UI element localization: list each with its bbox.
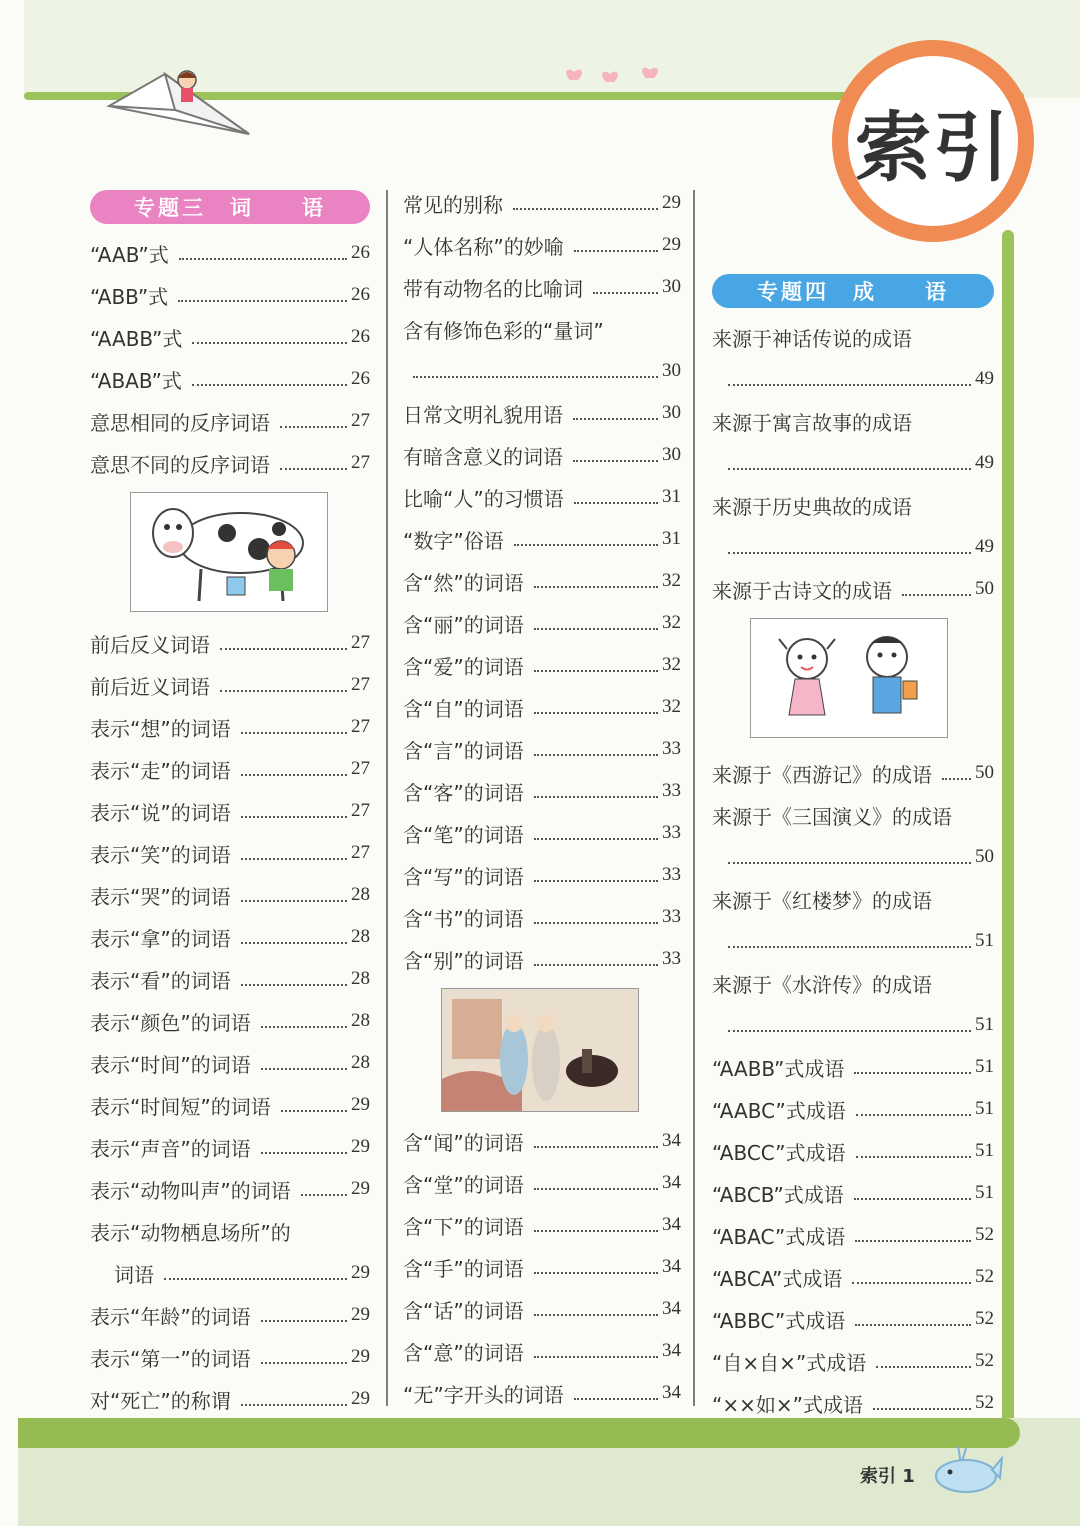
entry-label: 含“手”的词语 <box>403 1256 524 1281</box>
index-entry[interactable] <box>90 664 370 706</box>
leader-dots <box>280 468 347 470</box>
entry-page: 52 <box>975 1308 994 1329</box>
col1-list-b <box>90 622 370 1420</box>
leader-dots <box>261 1362 347 1364</box>
index-entry[interactable] <box>403 560 681 602</box>
section-heading-idioms: 专题四 成 语 <box>712 274 994 308</box>
entry-page: 27 <box>351 800 370 821</box>
entry-label: 表示“颜色”的词语 <box>90 1010 251 1035</box>
entry-page: 52 <box>975 1350 994 1371</box>
entry-page: 31 <box>662 486 681 507</box>
entry-label: 含“闻”的词语 <box>403 1130 524 1155</box>
leader-dots <box>728 468 971 470</box>
leader-dots <box>593 292 658 294</box>
index-entry[interactable] <box>712 568 994 610</box>
entry-label: 表示“年龄”的词语 <box>90 1304 251 1329</box>
leader-dots <box>728 862 971 864</box>
index-entry[interactable] <box>403 1330 681 1372</box>
entry-label: “自×自×”式成语 <box>712 1350 867 1375</box>
entry-label: 含“自”的词语 <box>403 696 524 721</box>
entry-page: 34 <box>662 1130 681 1151</box>
leader-dots <box>573 460 658 462</box>
index-entry[interactable] <box>712 1340 994 1382</box>
index-entry-continued[interactable] <box>403 350 681 392</box>
entry-page: 29 <box>351 1304 370 1325</box>
leader-dots <box>728 384 971 386</box>
entry-label: 常见的别称 <box>403 192 503 217</box>
leader-dots <box>261 1152 347 1154</box>
index-entry[interactable] <box>90 790 370 832</box>
entry-label: 对“死亡”的称谓 <box>90 1388 231 1413</box>
index-entry[interactable] <box>712 1046 994 1088</box>
leader-dots <box>534 754 658 756</box>
entry-page: 33 <box>662 738 681 759</box>
entry-page: 32 <box>662 654 681 675</box>
index-entry[interactable] <box>90 1336 370 1378</box>
index-entry[interactable] <box>90 958 370 1000</box>
entry-page: 27 <box>351 674 370 695</box>
entry-page: 29 <box>351 1136 370 1157</box>
index-entry[interactable] <box>90 400 370 442</box>
entry-label: 含“书”的词语 <box>403 906 524 931</box>
entry-label: 比喻“人”的习惯语 <box>403 486 564 511</box>
entry-page: 33 <box>662 906 681 927</box>
index-entry-wrapped[interactable] <box>712 316 994 358</box>
index-entry[interactable] <box>90 274 370 316</box>
leader-dots <box>281 1110 347 1112</box>
entry-page: 26 <box>351 326 370 347</box>
index-entry[interactable] <box>90 1378 370 1420</box>
index-entry-wrapped[interactable] <box>712 794 994 836</box>
entry-page: 30 <box>662 360 681 381</box>
leader-dots <box>534 838 658 840</box>
two-children-illustration <box>750 618 948 738</box>
entry-page: 33 <box>662 780 681 801</box>
column-3 <box>712 274 994 1424</box>
leader-dots <box>534 712 658 714</box>
leader-dots <box>241 1404 347 1406</box>
index-entry-continued[interactable] <box>712 526 994 568</box>
entry-page: 27 <box>351 758 370 779</box>
entry-page: 34 <box>662 1340 681 1361</box>
entry-page: 52 <box>975 1266 994 1287</box>
leader-dots <box>261 1068 347 1070</box>
entry-page: 51 <box>975 1182 994 1203</box>
entry-label: “人体名称”的妙喻 <box>403 234 564 259</box>
index-entry[interactable] <box>403 182 681 224</box>
index-entry[interactable] <box>403 854 681 896</box>
index-entry[interactable] <box>403 644 681 686</box>
index-entry[interactable] <box>403 602 681 644</box>
entry-page: 27 <box>351 632 370 653</box>
leader-dots <box>728 1030 971 1032</box>
index-entry-wrapped[interactable] <box>712 962 994 1004</box>
heart-decoration-icon <box>560 66 664 86</box>
entry-page: 50 <box>975 762 994 783</box>
entry-label: 表示“第一”的词语 <box>90 1346 251 1371</box>
index-entry[interactable] <box>403 476 681 518</box>
entry-label: 表示“走”的词语 <box>90 758 231 783</box>
leader-dots <box>513 208 658 210</box>
index-entry[interactable] <box>90 1000 370 1042</box>
index-entry-wrapped[interactable] <box>712 878 994 920</box>
index-entry[interactable] <box>90 1126 370 1168</box>
index-entry[interactable] <box>90 874 370 916</box>
index-entry[interactable] <box>403 1162 681 1204</box>
index-entry[interactable] <box>90 832 370 874</box>
entry-label: 来源于神话传说的成语 <box>712 326 912 351</box>
entry-label: 含“言”的词语 <box>403 738 524 763</box>
leader-dots <box>534 880 658 882</box>
index-entry[interactable] <box>403 938 681 980</box>
entry-label: 含“堂”的词语 <box>403 1172 524 1197</box>
entry-page: 29 <box>662 234 681 255</box>
leader-dots <box>534 1272 658 1274</box>
index-entry[interactable] <box>712 1130 994 1172</box>
entry-label: 含“然”的词语 <box>403 570 524 595</box>
entry-label: “ABB”式 <box>90 284 169 309</box>
entry-label: 含“写”的词语 <box>403 864 524 889</box>
index-entry[interactable] <box>712 1088 994 1130</box>
entry-label: “AABB”式 <box>90 326 183 351</box>
index-entry-wrapped[interactable] <box>712 484 994 526</box>
leader-dots <box>873 1408 971 1410</box>
leader-dots <box>261 1026 347 1028</box>
index-entry[interactable] <box>90 706 370 748</box>
entry-page: 34 <box>662 1298 681 1319</box>
entry-label: 含“丽”的词语 <box>403 612 524 637</box>
index-entry-wrapped[interactable] <box>712 400 994 442</box>
entry-page: 29 <box>662 192 681 213</box>
entry-label: 表示“想”的词语 <box>90 716 231 741</box>
entry-label: 含“别”的词语 <box>403 948 524 973</box>
index-entry[interactable] <box>403 728 681 770</box>
entry-page: 27 <box>351 410 370 431</box>
leader-dots <box>574 1398 658 1400</box>
leader-dots <box>728 552 971 554</box>
leader-dots <box>534 1356 658 1358</box>
entry-label: 含有修饰色彩的“量词” <box>403 318 604 343</box>
entry-page: 32 <box>662 570 681 591</box>
leader-dots <box>534 1188 658 1190</box>
entry-label: 带有动物名的比喻词 <box>403 276 583 301</box>
entry-label: 表示“哭”的词语 <box>90 884 231 909</box>
leader-dots <box>534 1146 658 1148</box>
entry-label: 来源于古诗文的成语 <box>712 578 892 603</box>
entry-page: 29 <box>351 1178 370 1199</box>
index-entry-continued[interactable] <box>712 1004 994 1046</box>
entry-page: 30 <box>662 402 681 423</box>
entry-page: 51 <box>975 1098 994 1119</box>
col3-list-a <box>712 316 994 610</box>
entry-page: 49 <box>975 368 994 389</box>
entry-page: 28 <box>351 968 370 989</box>
right-rule <box>1002 230 1014 1440</box>
index-badge <box>832 40 1034 242</box>
ancient-scene-illustration <box>441 988 639 1112</box>
index-entry-continued[interactable] <box>712 442 994 484</box>
leader-dots <box>280 426 347 428</box>
index-entry[interactable] <box>712 1256 994 1298</box>
leader-dots <box>856 1156 972 1158</box>
col1-list-a <box>90 232 370 484</box>
entry-label: “无”字开头的词语 <box>403 1382 564 1407</box>
entry-page: 34 <box>662 1382 681 1403</box>
entry-label: 表示“动物栖息场所”的 <box>90 1220 291 1245</box>
entry-page: 28 <box>351 926 370 947</box>
index-entry[interactable] <box>712 1298 994 1340</box>
index-entry[interactable] <box>403 518 681 560</box>
leader-dots <box>241 858 347 860</box>
entry-label: 表示“动物叫声”的词语 <box>90 1178 291 1203</box>
entry-label: “ABCA”式成语 <box>712 1266 843 1291</box>
entry-label: “ABBC”式成语 <box>712 1308 846 1333</box>
entry-page: 29 <box>351 1262 370 1283</box>
entry-page: 51 <box>975 1056 994 1077</box>
entry-label: 表示“时间短”的词语 <box>90 1094 271 1119</box>
entry-page: 29 <box>351 1346 370 1367</box>
leader-dots <box>856 1114 971 1116</box>
entry-page: 27 <box>351 452 370 473</box>
leader-dots <box>854 1198 971 1200</box>
index-entry[interactable] <box>712 1172 994 1214</box>
leader-dots <box>534 964 658 966</box>
index-entry[interactable] <box>90 622 370 664</box>
leader-dots <box>534 1230 658 1232</box>
leader-dots <box>241 942 347 944</box>
leader-dots <box>192 384 347 386</box>
entry-label: 有暗含意义的词语 <box>403 444 563 469</box>
index-entry-wrapped[interactable] <box>90 1210 370 1252</box>
entry-label: 来源于《水浒传》的成语 <box>712 972 932 997</box>
entry-label: 前后反义词语 <box>90 632 210 657</box>
entry-label: 来源于寓言故事的成语 <box>712 410 912 435</box>
cow-boy-illustration <box>130 492 328 612</box>
index-entry[interactable] <box>403 1120 681 1162</box>
index-entry[interactable] <box>90 442 370 484</box>
paper-plane-girl-icon <box>105 66 253 138</box>
index-entry[interactable] <box>90 1294 370 1336</box>
entry-page: 29 <box>351 1388 370 1409</box>
index-entry[interactable] <box>403 224 681 266</box>
leader-dots <box>220 690 347 692</box>
entry-label: 来源于《三国演义》的成语 <box>712 804 952 829</box>
leader-dots <box>179 258 347 260</box>
leader-dots <box>902 594 971 596</box>
entry-page: 26 <box>351 368 370 389</box>
entry-page: 51 <box>975 1140 994 1161</box>
entry-label: “AABB”式成语 <box>712 1056 845 1081</box>
leader-dots <box>534 1314 658 1316</box>
index-entry[interactable] <box>403 392 681 434</box>
entry-label: “ABCB”式成语 <box>712 1182 844 1207</box>
leader-dots <box>241 984 347 986</box>
entry-page: 30 <box>662 444 681 465</box>
entry-label: 来源于历史典故的成语 <box>712 494 912 519</box>
entry-page: 27 <box>351 716 370 737</box>
index-entry[interactable] <box>403 812 681 854</box>
leader-dots <box>574 502 658 504</box>
index-entry[interactable] <box>403 1204 681 1246</box>
entry-label: 来源于《红楼梦》的成语 <box>712 888 932 913</box>
col2-list-c <box>403 1120 681 1414</box>
entry-page: 33 <box>662 948 681 969</box>
index-entry[interactable] <box>90 232 370 274</box>
leader-dots <box>241 732 347 734</box>
index-entry[interactable] <box>712 1214 994 1256</box>
leader-dots <box>534 628 658 630</box>
leader-dots <box>241 900 347 902</box>
entry-label: 表示“笑”的词语 <box>90 842 231 867</box>
entry-page: 30 <box>662 276 681 297</box>
entry-label: “ABCC”式成语 <box>712 1140 846 1165</box>
index-entry[interactable] <box>90 316 370 358</box>
leader-dots <box>178 300 347 302</box>
entry-label: 含“话”的词语 <box>403 1298 524 1323</box>
entry-label: 日常文明礼貌用语 <box>403 402 563 427</box>
entry-page: 26 <box>351 284 370 305</box>
index-entry[interactable] <box>403 770 681 812</box>
page-footer <box>860 1462 915 1488</box>
index-entry[interactable] <box>90 748 370 790</box>
entry-page: 33 <box>662 822 681 843</box>
leader-dots <box>855 1324 971 1326</box>
entry-label: 含“下”的词语 <box>403 1214 524 1239</box>
entry-label: 前后近义词语 <box>90 674 210 699</box>
index-entry-continued[interactable] <box>712 920 994 962</box>
entry-page: 34 <box>662 1172 681 1193</box>
entry-page: 28 <box>351 884 370 905</box>
footer-label: 索引 1 <box>860 1466 915 1487</box>
leader-dots <box>573 418 658 420</box>
leader-dots <box>413 376 658 378</box>
column-2 <box>403 182 681 1414</box>
leader-dots <box>855 1240 971 1242</box>
entry-page: 26 <box>351 242 370 263</box>
leader-dots <box>220 648 347 650</box>
index-entry[interactable] <box>712 1382 994 1424</box>
entry-page: 31 <box>662 528 681 549</box>
index-entry[interactable] <box>403 896 681 938</box>
leader-dots <box>514 544 658 546</box>
leader-dots <box>534 922 658 924</box>
index-entry[interactable] <box>403 1246 681 1288</box>
index-entry[interactable] <box>712 752 994 794</box>
index-entry-continued[interactable] <box>712 836 994 878</box>
entry-page: 28 <box>351 1052 370 1073</box>
leader-dots <box>942 778 971 780</box>
entry-label: “ABAC”式成语 <box>712 1224 846 1249</box>
leader-dots <box>854 1072 971 1074</box>
entry-label: 含“笔”的词语 <box>403 822 524 847</box>
entry-page: 28 <box>351 1010 370 1031</box>
col3-list-b <box>712 752 994 1424</box>
leader-dots <box>534 796 658 798</box>
whale-icon <box>930 1440 1004 1496</box>
index-entry[interactable] <box>403 266 681 308</box>
leader-dots <box>728 946 971 948</box>
entry-label: 含“客”的词语 <box>403 780 524 805</box>
leader-dots <box>192 342 347 344</box>
leader-dots <box>261 1320 347 1322</box>
index-entry[interactable] <box>90 358 370 400</box>
leader-dots <box>241 816 347 818</box>
leader-dots <box>574 250 658 252</box>
leader-dots <box>852 1282 971 1284</box>
entry-page: 52 <box>975 1224 994 1245</box>
index-title: 索引 <box>848 56 1018 226</box>
index-entry-continued[interactable] <box>712 358 994 400</box>
entry-page: 33 <box>662 864 681 885</box>
entry-page: 52 <box>975 1392 994 1413</box>
col2-list-a <box>403 182 681 980</box>
index-entry-wrapped[interactable] <box>403 308 681 350</box>
index-entry-continued[interactable] <box>90 1252 370 1294</box>
entry-label: 含“意”的词语 <box>403 1340 524 1365</box>
entry-page: 50 <box>975 578 994 599</box>
entry-label: 词语 <box>114 1262 154 1287</box>
entry-page: 34 <box>662 1214 681 1235</box>
column-divider-right <box>693 190 695 1406</box>
entry-label: “数字”俗语 <box>403 528 504 553</box>
index-entry[interactable] <box>403 434 681 476</box>
entry-page: 34 <box>662 1256 681 1277</box>
leader-dots <box>534 670 658 672</box>
index-entry[interactable] <box>90 1042 370 1084</box>
index-entry[interactable] <box>90 1168 370 1210</box>
section-heading-words: 专题三 词 语 <box>90 190 370 224</box>
entry-label: 表示“看”的词语 <box>90 968 231 993</box>
entry-label: 表示“拿”的词语 <box>90 926 231 951</box>
leader-dots <box>241 774 347 776</box>
entry-label: 意思不同的反序词语 <box>90 452 270 477</box>
entry-label: “AAB”式 <box>90 242 169 267</box>
index-entry[interactable] <box>403 1288 681 1330</box>
entry-page: 50 <box>975 846 994 867</box>
entry-label: 表示“说”的词语 <box>90 800 231 825</box>
index-entry[interactable] <box>90 916 370 958</box>
entry-page: 49 <box>975 536 994 557</box>
entry-page: 51 <box>975 930 994 951</box>
index-entry[interactable] <box>90 1084 370 1126</box>
entry-label: “ABAB”式 <box>90 368 182 393</box>
leader-dots <box>876 1366 971 1368</box>
entry-page: 27 <box>351 842 370 863</box>
entry-label: “AABC”式成语 <box>712 1098 846 1123</box>
entry-page: 51 <box>975 1014 994 1035</box>
index-entry[interactable] <box>403 1372 681 1414</box>
entry-label: 表示“声音”的词语 <box>90 1136 251 1161</box>
entry-label: 表示“时间”的词语 <box>90 1052 251 1077</box>
entry-page: 29 <box>351 1094 370 1115</box>
entry-label: 来源于《西游记》的成语 <box>712 762 932 787</box>
leader-dots <box>164 1278 347 1280</box>
index-entry[interactable] <box>403 686 681 728</box>
leader-dots <box>301 1194 347 1196</box>
entry-page: 32 <box>662 696 681 717</box>
column-divider-left <box>386 190 388 1406</box>
entry-page: 49 <box>975 452 994 473</box>
column-1 <box>90 180 370 1420</box>
entry-label: “××如×”式成语 <box>712 1392 863 1417</box>
entry-page: 32 <box>662 612 681 633</box>
leader-dots <box>534 586 658 588</box>
entry-label: 意思相同的反序词语 <box>90 410 270 435</box>
entry-label: 含“爱”的词语 <box>403 654 524 679</box>
